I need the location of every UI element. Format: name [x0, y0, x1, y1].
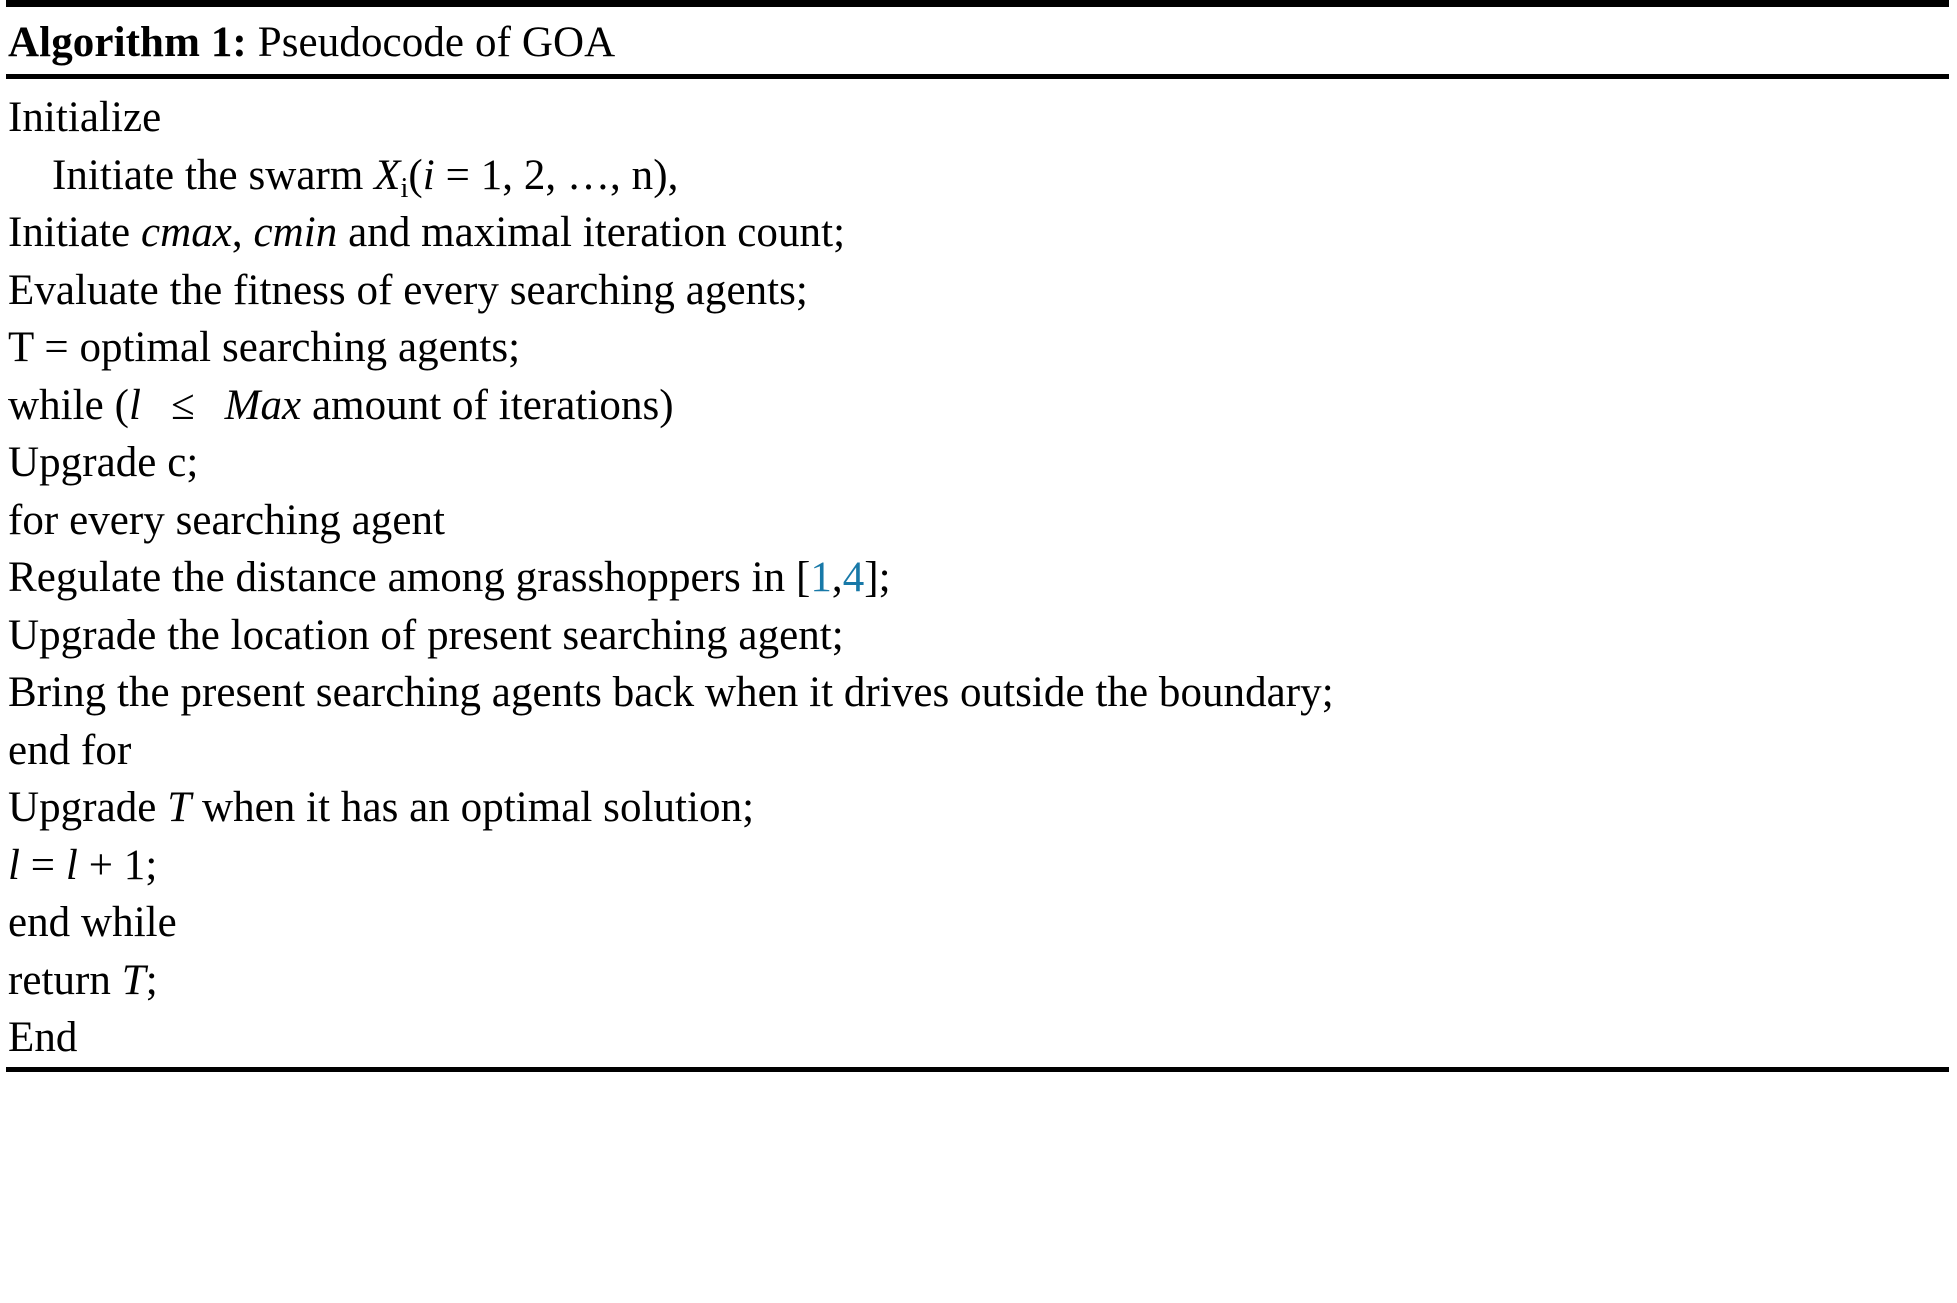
variable-cmin: cmin	[253, 209, 338, 256]
line-text-tail: and maximal iteration count;	[337, 209, 846, 256]
line-increment-l	[6, 837, 1949, 895]
variable-x: X	[374, 151, 401, 199]
line-text: Upgrade c;	[8, 439, 199, 486]
variable-cmax: cmax	[140, 209, 232, 256]
line-text-tail: ;	[145, 956, 158, 1004]
citation-bracket-open: [	[795, 554, 811, 601]
line-text: end for	[8, 726, 132, 774]
variable-t: T	[121, 956, 146, 1004]
variable-l: l	[128, 381, 141, 429]
line-end	[6, 1009, 1949, 1067]
line-text-tail: amount of iterations)	[301, 381, 674, 429]
citation-comma: ,	[831, 554, 843, 601]
line-return-t	[6, 952, 1949, 1010]
line-upgrade-t	[6, 779, 1949, 837]
top-rule	[6, 0, 1949, 7]
citation-bracket-close: ];	[864, 554, 891, 601]
separator-comma: ,	[231, 209, 254, 256]
line-text: for every searching agent	[8, 496, 446, 544]
line-text-part: Regulate the distance among grasshoppers in	[8, 554, 796, 601]
line-initiate-params	[6, 204, 1949, 262]
line-while-loop	[6, 377, 1949, 435]
subscript-i: i	[400, 172, 409, 204]
line-text: Initialize	[8, 94, 162, 141]
paren-open: (	[408, 151, 423, 199]
variable-max: Max	[224, 381, 302, 429]
line-regulate-distance	[6, 549, 1949, 607]
variable-l-right: l	[65, 841, 78, 889]
line-text-part: Initiate the swarm	[52, 151, 375, 199]
less-equal-operator: ≤	[170, 381, 195, 429]
line-upgrade-c	[6, 434, 1949, 492]
line-text-part: while (	[8, 381, 129, 429]
line-text: T = optimal searching agents;	[8, 324, 521, 371]
variable-t: T	[167, 784, 192, 831]
line-text-tail: when it has an optimal solution;	[191, 784, 755, 831]
citation-link-4[interactable]: 4	[842, 554, 865, 601]
line-bring-back	[6, 664, 1949, 722]
variable-l-left: l	[8, 841, 20, 889]
line-upgrade-location	[6, 607, 1949, 665]
citation-link-1[interactable]: 1	[810, 554, 832, 601]
line-end-for	[6, 722, 1949, 780]
algorithm-header	[6, 7, 1949, 74]
line-text-part: Initiate	[8, 209, 141, 256]
equals-operator: =	[20, 841, 66, 889]
algorithm-label: Algorithm 1:	[8, 19, 247, 66]
line-text: Bring the present searching agents back when it drives outside the boundary;	[8, 669, 1334, 716]
bottom-rule	[6, 1067, 1949, 1072]
line-assign-t	[6, 319, 1949, 377]
line-text: Upgrade the location of present searching agent;	[8, 611, 844, 659]
algorithm-body	[6, 79, 1949, 1067]
algorithm-title: Pseudocode of GOA	[246, 19, 616, 66]
line-text: Evaluate the fitness of every searching agents;	[8, 266, 808, 314]
line-text: End	[8, 1014, 78, 1061]
plus-one: + 1;	[77, 841, 158, 889]
line-initialize	[6, 89, 1949, 147]
line-text: end while	[8, 899, 177, 946]
line-initiate-swarm	[6, 147, 1949, 205]
line-evaluate-fitness	[6, 262, 1949, 320]
line-for-each-agent	[6, 492, 1949, 550]
line-end-while	[6, 894, 1949, 952]
line-text-tail: = 1, 2, …, n),	[434, 151, 679, 199]
line-text-part: return	[8, 956, 122, 1004]
line-text-part: Upgrade	[8, 784, 168, 831]
variable-i: i	[422, 151, 435, 199]
